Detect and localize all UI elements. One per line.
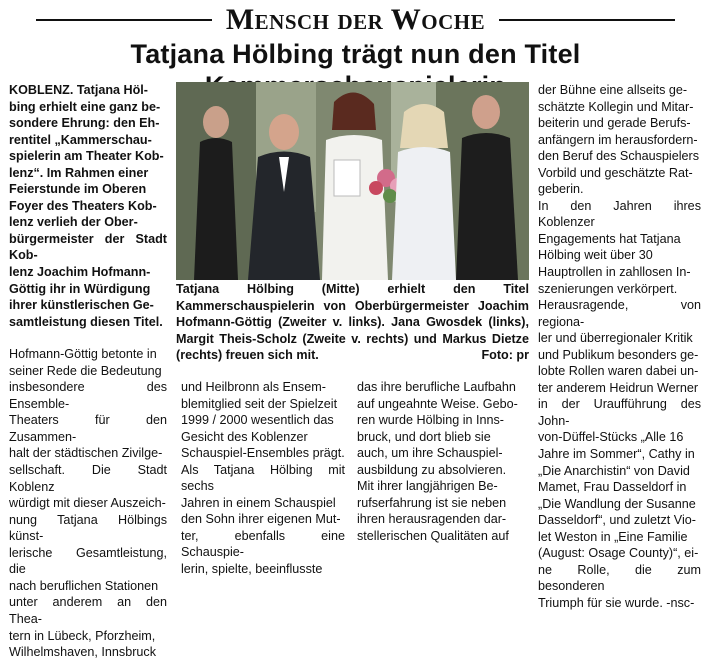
text-line: samtleistung diesen Titel.	[9, 314, 163, 329]
text-line: auf ungeahnte Weise. Gebo-	[357, 396, 518, 411]
text-line: KOBLENZ. Tatjana Höl-	[9, 83, 148, 97]
text-line: den Beruf des Schauspielers	[538, 149, 700, 164]
article-column-1	[9, 82, 167, 661]
text-line: bruck, und dort blieb sie	[357, 429, 491, 444]
text-line: Engagements hat Tatjana	[538, 231, 681, 246]
photo-caption	[176, 281, 529, 364]
text-line: ne Rolle, die zum besonderen	[538, 562, 701, 594]
text-line: halt der städtischen Zivilge-	[9, 446, 163, 461]
text-line: Schauspiel-Ensembles prägt.	[181, 446, 345, 461]
text-line: Vorbild und geschätzte Rat-	[538, 165, 693, 180]
text-line: sondere Ehrung: den Eh-	[9, 116, 160, 131]
text-line: ihren herausragenden dar-	[357, 512, 507, 527]
text-line: Herausragende, von regiona-	[538, 298, 701, 329]
text-line: Gesicht des Koblenzer	[181, 429, 308, 444]
text-line: bürgermeister der Stadt Kob-	[9, 231, 167, 263]
text-line: unter anderem an den Thea-	[9, 595, 167, 626]
text-line: lenz Joachim Hofmann-	[9, 265, 151, 280]
text-line: insbesondere des Ensemble-	[9, 380, 167, 411]
text-line: lobte Rollen waren dabei un-	[538, 364, 699, 379]
text-line: Feierstunde im Oberen	[9, 182, 147, 197]
kicker-rule-left	[36, 19, 212, 21]
text-line: ler und überregionaler Kritik	[538, 331, 693, 346]
text-line: ter anderem Heidrun Werner	[538, 380, 699, 395]
text-line: der Bühne eine allseits ge-	[538, 83, 688, 97]
text-line: beiterin und gerade Berufs-	[538, 116, 691, 131]
section-kicker: Mensch der Woche	[225, 3, 486, 36]
text-line: Jahre im Sommer“, Cathy in	[538, 447, 695, 462]
text-line: anfängern im herausfordern-	[538, 132, 698, 147]
text-line: Foyer des Theaters Kob-	[9, 198, 157, 213]
text-line: Hölbing weit über 30	[538, 248, 653, 263]
text-line: und Heilbronn als Ensem-	[181, 380, 326, 394]
text-line: lerische Gesamtleistung, die	[9, 545, 167, 577]
text-line: In den Jahren ihres Koblenzer	[538, 198, 701, 230]
caption-text: Tatjana Hölbing (Mitte) erhielt den Titel Kammerschauspielerin von Oberbürgermeister Joachim Hofmann-Göttig (Zweiter v. links). Jana Gwosdek (links), Margit Theis-Scholz (Zweite v. rechts) und Markus Dietze (rechts) freuen sich mit.	[176, 282, 529, 363]
body-paragraph	[9, 346, 167, 660]
kicker-rule-right	[499, 19, 675, 21]
text-line: seiner Rede die Bedeutung	[9, 363, 162, 378]
text-line: Triumph für sie wurde. -nsc-	[538, 595, 695, 610]
text-line: auch, um ihre Schauspiel-	[357, 446, 503, 461]
text-line: schätzte Kollegin und Mitar-	[538, 99, 694, 114]
text-line: Hofmann-Göttig betonte in	[9, 347, 157, 362]
article-headline: Tatjana Hölbing trägt nun den Titel	[130, 39, 581, 69]
text-line: Dasseldorf“, und zuletzt Vio-	[538, 513, 696, 528]
text-line: blemitglied seit der Spielzeit	[181, 396, 338, 411]
group-photo-illustration	[176, 82, 529, 280]
text-line: lerin, spielte, beeinflusste	[181, 562, 323, 577]
text-line: nung Tatjana Hölbings künst-	[9, 512, 167, 544]
article-column-4	[538, 82, 701, 612]
text-line: nach beruflichen Stationen	[9, 578, 159, 593]
text-line: ren wurde Hölbing in Inns-	[357, 413, 505, 428]
text-line: von-Düffel-Stücks „Alle 16	[538, 430, 684, 445]
text-line: sellschaft. Die Stadt Koblenz	[9, 463, 167, 494]
text-line: ter, ebenfalls eine Schauspie-	[181, 528, 345, 560]
text-line: „Die Wandlung der Susanne	[538, 496, 696, 511]
photo-credit: Foto: pr	[481, 348, 529, 363]
text-line: Theaters für den Zusammen-	[9, 413, 167, 444]
article-column-3	[357, 379, 525, 544]
text-line: bing erhielt eine ganz be-	[9, 99, 161, 114]
text-line: rentitel „Kammerschau-	[9, 132, 152, 147]
lead-paragraph	[9, 82, 167, 330]
text-line: geberin.	[538, 182, 584, 197]
text-line: (August: Osage County)“, ei-	[538, 546, 699, 561]
article-column-2	[181, 379, 345, 578]
text-line: szenierungen verkörpert.	[538, 281, 678, 296]
text-line: spielerin am Theater Kob-	[9, 149, 164, 164]
text-line: „Die Anarchistin“ von David	[538, 463, 690, 478]
text-line: Göttig ihr in Würdigung	[9, 281, 151, 296]
text-line: Jahren in einem Schauspiel	[181, 495, 336, 510]
text-line: Hauptrollen in zahllosen In-	[538, 265, 691, 280]
text-line: und Publikum besonders ge-	[538, 347, 699, 362]
text-line: Mit ihrer langjährigen Be-	[357, 479, 498, 494]
text-line: Als Tatjana Hölbing mit sechs	[181, 462, 345, 494]
text-line: lenz“. Im Rahmen einer	[9, 165, 149, 180]
text-line: Wilhelmshaven, Innsbruck	[9, 645, 156, 660]
article-photo	[176, 82, 529, 280]
text-line: rufserfahrung ist sie neben	[357, 495, 507, 510]
text-line: würdigt mit dieser Auszeich-	[9, 496, 166, 511]
text-line: 1999 / 2000 wesentlich das	[181, 413, 334, 428]
text-line: ihrer künstlerischen Ge-	[9, 298, 154, 313]
text-line: den Sohn ihrer eigenen Mut-	[181, 512, 341, 527]
text-line: das ihre berufliche Laufbahn	[357, 380, 516, 394]
text-line: let Weston in „Eine Familie	[538, 529, 688, 544]
text-line: tern in Lübeck, Pforzheim,	[9, 628, 156, 643]
text-line: stellerischen Qualitäten auf	[357, 528, 509, 543]
text-line: in der Uraufführung des John-	[538, 397, 701, 428]
text-line: ausbildung zu absolvieren.	[357, 462, 507, 477]
text-line: lenz verlieh der Ober-	[9, 215, 138, 230]
text-line: Mamet, Frau Dasseldorf in	[538, 480, 687, 495]
